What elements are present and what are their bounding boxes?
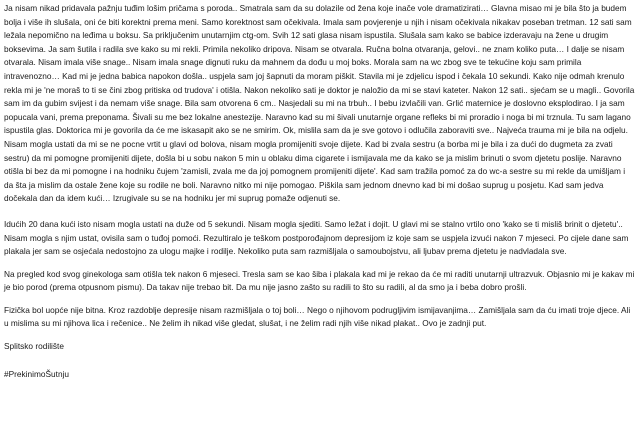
signature-hospital: Splitsko rodilište <box>4 341 64 352</box>
paragraph-postpartum: Idućih 20 dana kući isto nisam mogla ustati na duže od 5 sekundi. Nisam mogla sjediti. Samo ležat i dojit. U glavi mi se stalno vrtilo ono 'kako se ti misliš brinit o djetetu'.. Nisam mogla s njim ustat, ovisila sam o tuđoj pomoći. Rezultiralo je teškom postporođajnom depresijom iz koje sam se uspjela izvući nakon 7 mjeseci. Po cijele dane sam plakala jer sam se osjećala nedostojno za ulogu majke i rodilje. Nekoliko puta sam razmišljala o samoubojstvu, ali ljubav prema djetetu je nadvladala sve. <box>4 218 629 257</box>
paragraph-birth-story: Ja nisam nikad pridavala pažnju tuđim lošim pričama s poroda.. Smatrala sam da su dolazile od žena koje inače vole dramatizirati… Glavna misao mi je bila što ja budem bolja i više ih slušala, oni će biti korektni prema meni. Samo korektnost sam očekivala. Imala sam povjerenje u njih i nisam očekivala nikakav poseban tretman. 12 sati sam ležala nepomično na leđima u boksu. Sa priključenim unutarnjim ctg-om. Svih 12 sati glasa nisam ispustila. Slušala sam kako se babice izderavaju na žene u drugim boksevima. Ja sam šutila i radila sve kako su mi rekli. Primila nekoliko dripova. Nisam se otvarala. Ručna bolna otvaranja, gelovi.. ne znam koliko puta… I dalje se nisam otvarala. Nisam imala više snage.. Nisam imala snage dignuti ruku da mahnem da dođu u moj boks. Morala sam na wc zbog sve te tekućine koju sam primila intravenozno… Kad mi je jedna babica napokon došla.. uspjela sam joj šapnuti da moram piškit. Stavila mi je zdjelicu ispod i čekala 10 sekundi. Kako nije odmah krenulo rekla mi je 'ne moraš to ti se čini zbog pritiska od trudova' i otišla. Nakon nekoliko sati je doktor je naložio da mi se stavi kateter. Nakon 12 sati.. sjećam se u magli.. Govorila sam im da gubim svijest i da nemam više snage. Bila sam otvorena 6 cm.. Nasjedali su mi na trbuh.. I bebu izvlačili van. Grlić maternice je doslovno eksplodirao. I ja sam popucala vani, prema preponama. Šivali su me bez lokalne anestezije. Naravno kad su mi šivali unutarnje organe refleks bi mi proradio i noga bi mi trznula. Tu sam lagano ispustila glas. Doktorica mi je govorila da će me iskasapit ako se ne smirim. Ok, mislila sam da je sve gotovo i odlučila zaboraviti sve.. Najveća trauma mi je bila na odjelu. Nisam mogla ustati da mi se ne pocne vrtit u glavi od bolova, nisam mogla promijeniti svoje dijete. Kad bi zvala sestru (a borba mi je bila i za dući do dugmeta za zvati sestru) da mi pomogne promijeniti dijete, došla bi u sobu nakon 5 min u oblaku dima cigarete i ismijavala me da kako se ja mislim brinuti o svom djetetu poslije. Naravno otišla bi bez da mi pomogne i na hodniku čujem 'zamisli, zvala me da joj pomognem promijeniti dijete'. Kad sam tražila pomoć za do wc-a sestre su mi rekle da umišljam i da šta ja mislim da ostale žene koje su rodile ne boli. Naravno nitko mi nije pomogao. Piškila sam jednom dnevno kad bi mi došao suprug u posjetu. Kad sam jedva dočekala dan da idem kući… Izrugivale su se na hodniku jer mi suprug pomaže odjenuti se. <box>4 3 635 204</box>
paragraph-closing: Fizička bol uopće nije bitna. Kroz razdoblje depresije nisam razmišljala o toj boli… Nego o njihovom podrugljivim ismijavanjima… Zamišljala sam da ću imati troje djece. Ali u mislima su mi njihova lica i rečenice.. Ne želim ih nikad više gledat, slušat, i ne želim radi njih više nikad plakat.. Ovo je zadnji put. <box>4 304 631 329</box>
paragraph-gynecologist: Na pregled kod svog ginekologa sam otišla tek nakon 6 mjeseci. Tresla sam se kao šiba i plakala kad mi je rekao da će mi raditi unutarnji ultrazvuk. Objasnio mi je kakav mi je bio porod (prema otpusnom pismu). Da takav nije trebao bit. Da mu nije jasno zašto su radili to što su radili, al da smo ja i beba dobro prošli. <box>4 268 635 293</box>
hashtag: #PrekinimoŠutnju <box>4 368 70 379</box>
